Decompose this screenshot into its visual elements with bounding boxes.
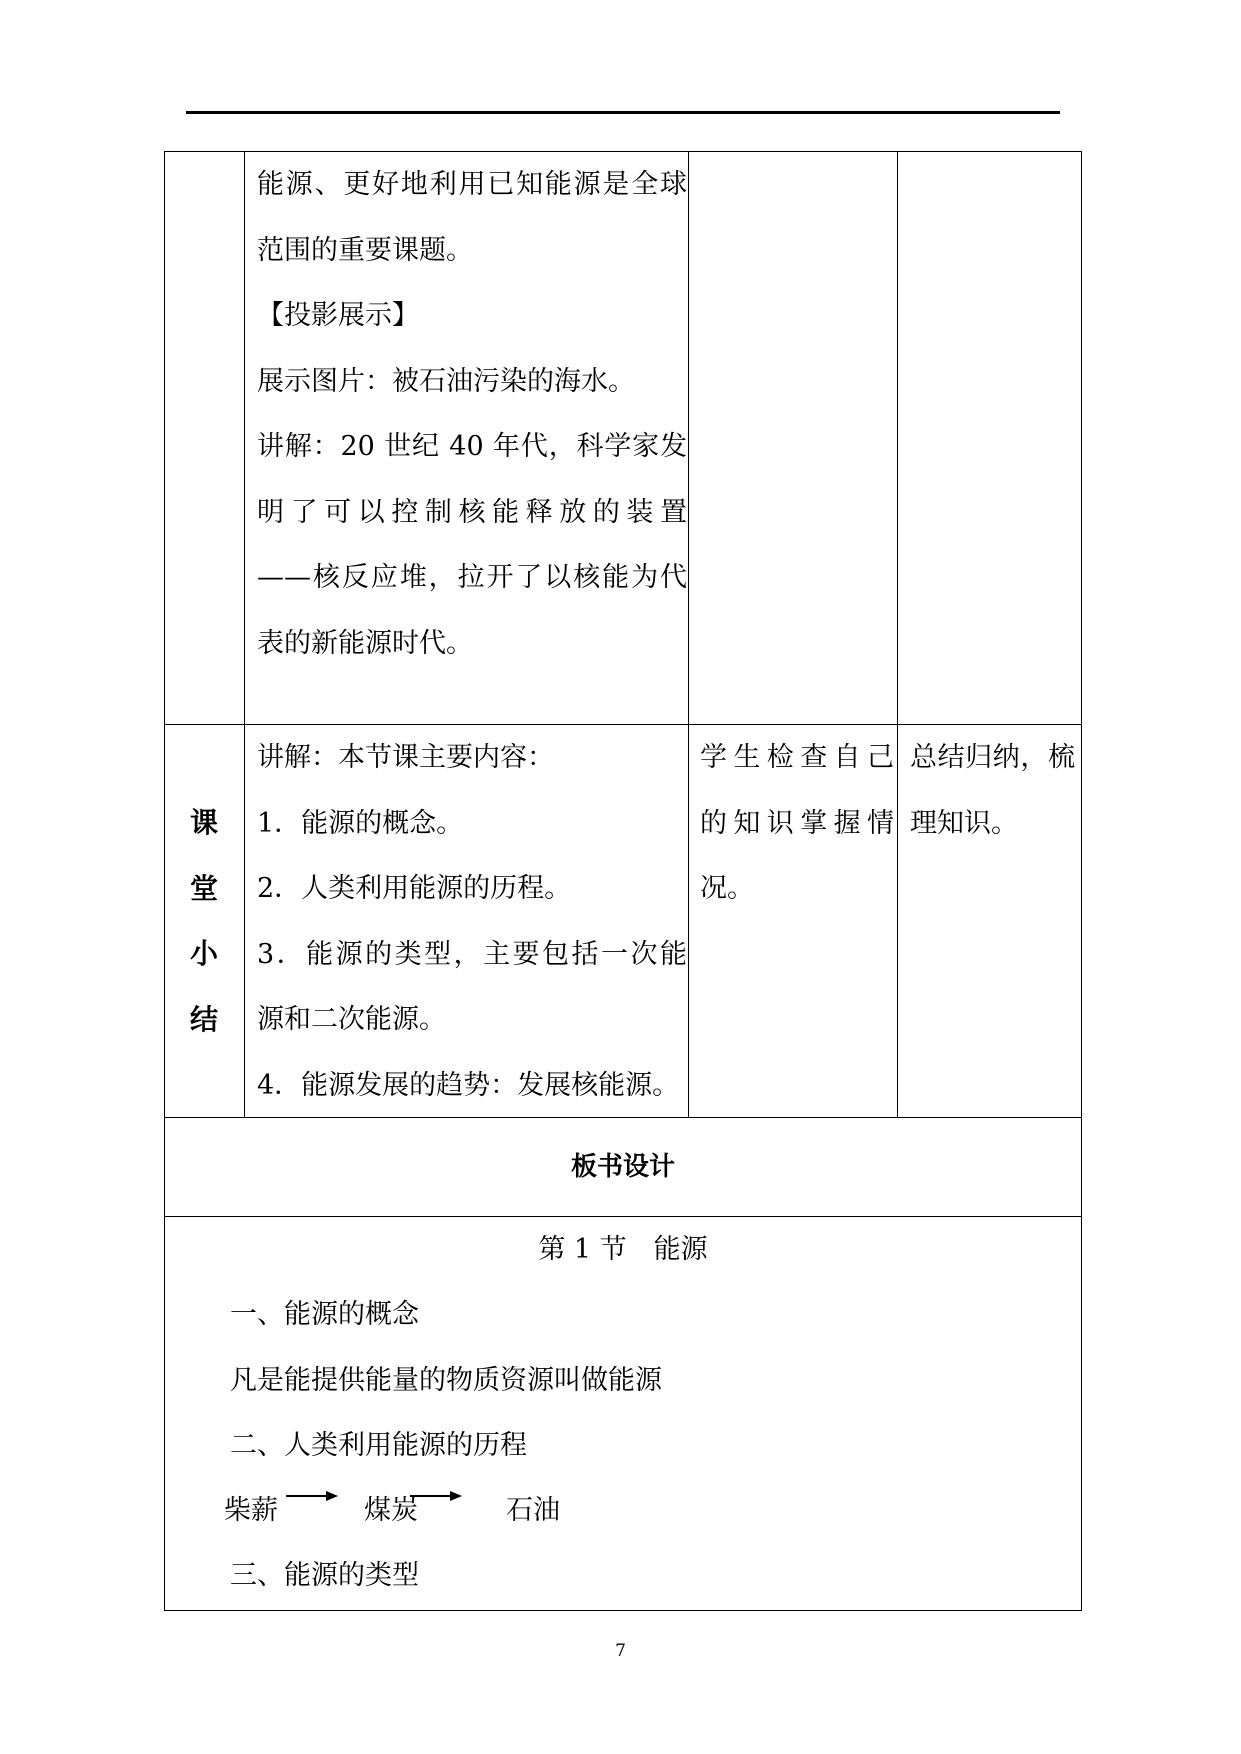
board-section-3: 三、能源的类型 bbox=[230, 1560, 419, 1591]
board-definition: 凡是能提供能量的物质资源叫做能源 bbox=[230, 1364, 662, 1396]
text-line: 能源、更好地利用已知能源是全球 bbox=[257, 169, 687, 200]
board-content-lower bbox=[230, 1543, 1050, 1609]
col-divider-3 bbox=[897, 151, 898, 1118]
text-line: 明了可以控制核能释放的装置 bbox=[257, 496, 687, 528]
summary-teacher-text bbox=[257, 725, 687, 1118]
text-line: 1．能源的概念。 bbox=[257, 807, 464, 839]
text-line: 范围的重要课题。 bbox=[257, 234, 473, 266]
board-section-1: 一、能源的概念 bbox=[230, 1299, 419, 1330]
board-section-2: 二、人类利用能源的历程 bbox=[230, 1430, 527, 1461]
text-line: 2．人类利用能源的历程。 bbox=[257, 873, 572, 904]
text-line: 源和二次能源。 bbox=[257, 1004, 446, 1035]
label-char: 堂 bbox=[189, 871, 218, 905]
flow-item-firewood: 柴薪 bbox=[224, 1495, 278, 1526]
col-divider-1 bbox=[244, 151, 245, 1118]
board-design-title: 板书设计 bbox=[570, 1152, 675, 1182]
arrow-icon bbox=[286, 1488, 338, 1504]
text-line: 3．能源的类型，主要包括一次能 bbox=[257, 938, 687, 970]
summary-purpose-text bbox=[910, 725, 1075, 856]
table-bottom-border bbox=[164, 1610, 1082, 1611]
flow-item-coal: 煤炭 bbox=[364, 1495, 418, 1526]
text-line: 学生检查自己 bbox=[700, 742, 894, 773]
continuation-text bbox=[257, 152, 687, 676]
label-char: 小 bbox=[189, 937, 218, 970]
summary-label bbox=[164, 790, 244, 1052]
col-divider-2 bbox=[688, 151, 689, 1118]
text-line: 的知识掌握情 bbox=[700, 807, 894, 839]
label-char: 课 bbox=[189, 806, 218, 839]
text-line: 讲解：本节课主要内容： bbox=[257, 742, 554, 773]
board-heading: 第 1 节 能源 bbox=[538, 1234, 708, 1265]
text-line: 表的新能源时代。 bbox=[257, 627, 473, 659]
text-line: 【投影展示】 bbox=[257, 300, 419, 331]
text-line: ——核反应堆，拉开了以核能为代 bbox=[257, 562, 687, 593]
text-line: 展示图片：被石油污染的海水。 bbox=[257, 365, 635, 397]
arrow-icon bbox=[410, 1488, 462, 1504]
header-rule bbox=[186, 111, 1060, 114]
text-line: 况。 bbox=[700, 873, 754, 904]
flow-item-oil: 石油 bbox=[506, 1495, 560, 1526]
page-number: 7 bbox=[615, 1641, 626, 1661]
board-content bbox=[230, 1282, 1050, 1479]
text-line: 总结归纳，梳 bbox=[910, 742, 1075, 773]
text-line: 理知识。 bbox=[910, 807, 1018, 839]
text-line: 讲解：20 世纪 40 年代，科学家发 bbox=[257, 431, 687, 462]
text-line: 4．能源发展的趋势：发展核能源。 bbox=[257, 1069, 680, 1101]
table-right-border bbox=[1081, 151, 1082, 1611]
label-char: 结 bbox=[189, 1002, 218, 1036]
summary-student-text bbox=[700, 725, 894, 922]
